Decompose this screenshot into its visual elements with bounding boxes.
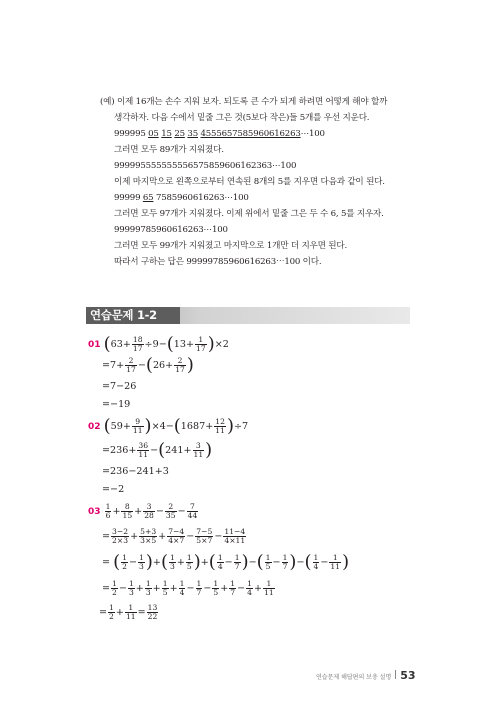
- fraction: $\frac{2}{35}$: [165, 502, 176, 520]
- fraction: $\frac{1}{17}$: [196, 335, 206, 353]
- problem-02-line-4: =−2: [102, 484, 125, 495]
- fraction: $\frac{7-4}{4\times 7}$: [168, 527, 185, 545]
- fraction: $\frac{3}{28}$: [144, 502, 154, 520]
- fraction: $\frac{1}{3}$: [139, 553, 144, 571]
- problem-01-line-3: =7−26: [102, 381, 137, 392]
- problem-03-line-4: = $\frac{1}{2}$ − $\frac{1}{3}$ + $\frac{1}{3}$ + $\frac{1}{5}$ + $\frac{1}{4}$ − $\frac{1}{7}$ − $\frac{1}{5}$ + $\frac{1}{7}$ − $\frac{1}{4}$ + $\frac{1}{11}$: [102, 579, 274, 597]
- fraction: $\frac{1}{7}$: [230, 579, 236, 597]
- fraction: $\frac{1}{4}$: [247, 579, 253, 597]
- problem-03-line-3: = ( $\frac{1}{2}$ − $\frac{1}{3}$ )+( $\frac{1}{3}$ + $\frac{1}{5}$ )+( $\frac{1}{4}$ − $\frac{1}{7}$ )−( $\frac{1}{5}$ − $\frac{1}{7}$ )−( $\frac{1}{4}$ − $\frac{1}{11}$ ): [102, 551, 350, 573]
- fraction: $\frac{1}{2}$: [109, 603, 114, 621]
- example-sequence-2: 99999 65 7585960616263⋯100: [114, 193, 249, 203]
- fraction: $\frac{1}{3}$: [128, 579, 134, 597]
- fraction: $\frac{1}{7}$: [282, 553, 288, 571]
- fraction: $\frac{1}{5}$: [162, 579, 168, 597]
- fraction: $\frac{1}{7}$: [196, 579, 202, 597]
- fraction: $\frac{2}{17}$: [175, 356, 185, 374]
- example-line-5: 이제 마지막으로 왼쪽으로부터 연속된 8개의 5를 지우면 다음과 같이 된다.: [114, 177, 385, 187]
- problem-03-line-5: = $\frac{1}{2}$ + $\frac{1}{11}$ = $\frac{13}{22}$: [99, 603, 158, 621]
- fraction: $\frac{1}{5}$: [265, 553, 271, 571]
- fraction: $\frac{9}{11}$: [132, 417, 143, 435]
- page-footer: [316, 664, 416, 683]
- footer-divider: [395, 670, 396, 679]
- fraction: $\frac{1}{2}$: [122, 553, 127, 571]
- problem-01-line-2: =7+ $\frac{2}{17}$ −(26+ $\frac{2}{17}$ ): [102, 354, 194, 376]
- fraction: $\frac{18}{17}$: [132, 335, 143, 353]
- fraction: $\frac{1}{3}$: [169, 553, 175, 571]
- fraction: $\frac{1}{11}$: [125, 603, 136, 621]
- example-sequence-1: 999995 05 15 25 35 4555657585960616263⋯100: [114, 129, 325, 139]
- fraction: $\frac{1}{3}$: [145, 579, 151, 597]
- fraction: $\frac{12}{11}$: [215, 417, 225, 435]
- example-line-2: 생각하자. 다음 수에서 밑줄 그은 것(5보다 작은)들 5개를 우선 지운다.: [114, 113, 370, 123]
- problem-02-line-2: =236+ $\frac{36}{11}$ −(241+ $\frac{3}{11}$ ): [102, 439, 213, 461]
- problem-number: 03: [88, 507, 101, 517]
- problem-number: 02: [88, 422, 101, 432]
- example-line-3: 그러면 모두 89개가 지워졌다.: [114, 145, 224, 155]
- fraction: $\frac{1}{4}$: [179, 579, 185, 597]
- fraction: $\frac{3-2}{2\times 3}$: [112, 527, 129, 545]
- fraction: $\frac{3}{11}$: [193, 441, 204, 459]
- fraction: $\frac{13}{22}$: [147, 603, 158, 621]
- problem-02-line-3: =236−241+3: [102, 466, 169, 477]
- problem-number: 01: [88, 340, 101, 350]
- fraction: $\frac{2}{17}$: [126, 356, 136, 374]
- example-line-4: 999995555555556575859606162363⋯100: [114, 161, 297, 171]
- fraction: $\frac{1}{5}$: [213, 579, 219, 597]
- fraction: $\frac{1}{7}$: [234, 553, 240, 571]
- fraction: $\frac{8}{15}$: [122, 502, 133, 520]
- example-line-9: 따라서 구하는 답은 99999785960616263⋯100 이다.: [114, 257, 322, 267]
- fraction: $\frac{1}{11}$: [330, 553, 341, 571]
- fraction: $\frac{1}{2}$: [112, 579, 117, 597]
- fraction: $\frac{7-5}{5\times 7}$: [196, 527, 213, 545]
- problem-03-line-1: 03 $\frac{1}{6}$ + $\frac{8}{15}$ + $\frac{3}{28}$ − $\frac{2}{35}$ − $\frac{7}{44}$: [88, 502, 198, 520]
- problem-01-line-1: 01 (63+ $\frac{18}{17}$ ÷9−(13+ $\frac{1}{17}$ )×2: [88, 333, 229, 355]
- fraction: $\frac{1}{4}$: [217, 553, 223, 571]
- fraction: $\frac{36}{11}$: [138, 441, 149, 459]
- fraction: $\frac{1}{6}$: [105, 502, 111, 520]
- fraction: $\frac{1}{4}$: [313, 553, 319, 571]
- example-line-7: 99999785960616263⋯100: [114, 225, 228, 235]
- example-line-1: (예) 이제 16개는 손수 지워 보자. 되도록 큰 수가 되게 하려면 어떻게 해야 할까: [100, 97, 388, 107]
- problem-03-line-2: = $\frac{3-2}{2\times 3}$ + $\frac{5+3}{3\times 5}$ + $\frac{7-4}{4\times 7}$ − $\frac{7-5}{5\times 7}$ − $\frac{11-4}{4\times 11}$: [102, 527, 246, 545]
- fraction: $\frac{5+3}{3\times 5}$: [140, 527, 157, 545]
- problem-01-line-4: =−19: [102, 399, 131, 410]
- section-title: 연습문제 1-2: [90, 308, 157, 322]
- problem-02-line-1: 02 (59+ $\frac{9}{11}$ )×4−(1687+ $\frac{12}{11}$ )÷7: [88, 415, 249, 437]
- fraction: $\frac{1}{5}$: [186, 553, 192, 571]
- fraction: $\frac{7}{44}$: [187, 502, 198, 520]
- fraction: $\frac{1}{11}$: [264, 579, 274, 597]
- example-line-6: 그러면 모두 97개가 지워졌다. 이제 위에서 밑줄 그은 두 수 6, 5를 지우자.: [114, 209, 384, 219]
- example-line-8: 그러면 모두 99개가 지워졌고 마지막으로 1개만 더 지우면 된다.: [114, 241, 348, 251]
- page-number: 53: [400, 669, 416, 682]
- footer-text: 연습문제 해답편의 보충 설명: [316, 674, 392, 681]
- fraction: $\frac{11-4}{4\times 11}$: [224, 527, 246, 545]
